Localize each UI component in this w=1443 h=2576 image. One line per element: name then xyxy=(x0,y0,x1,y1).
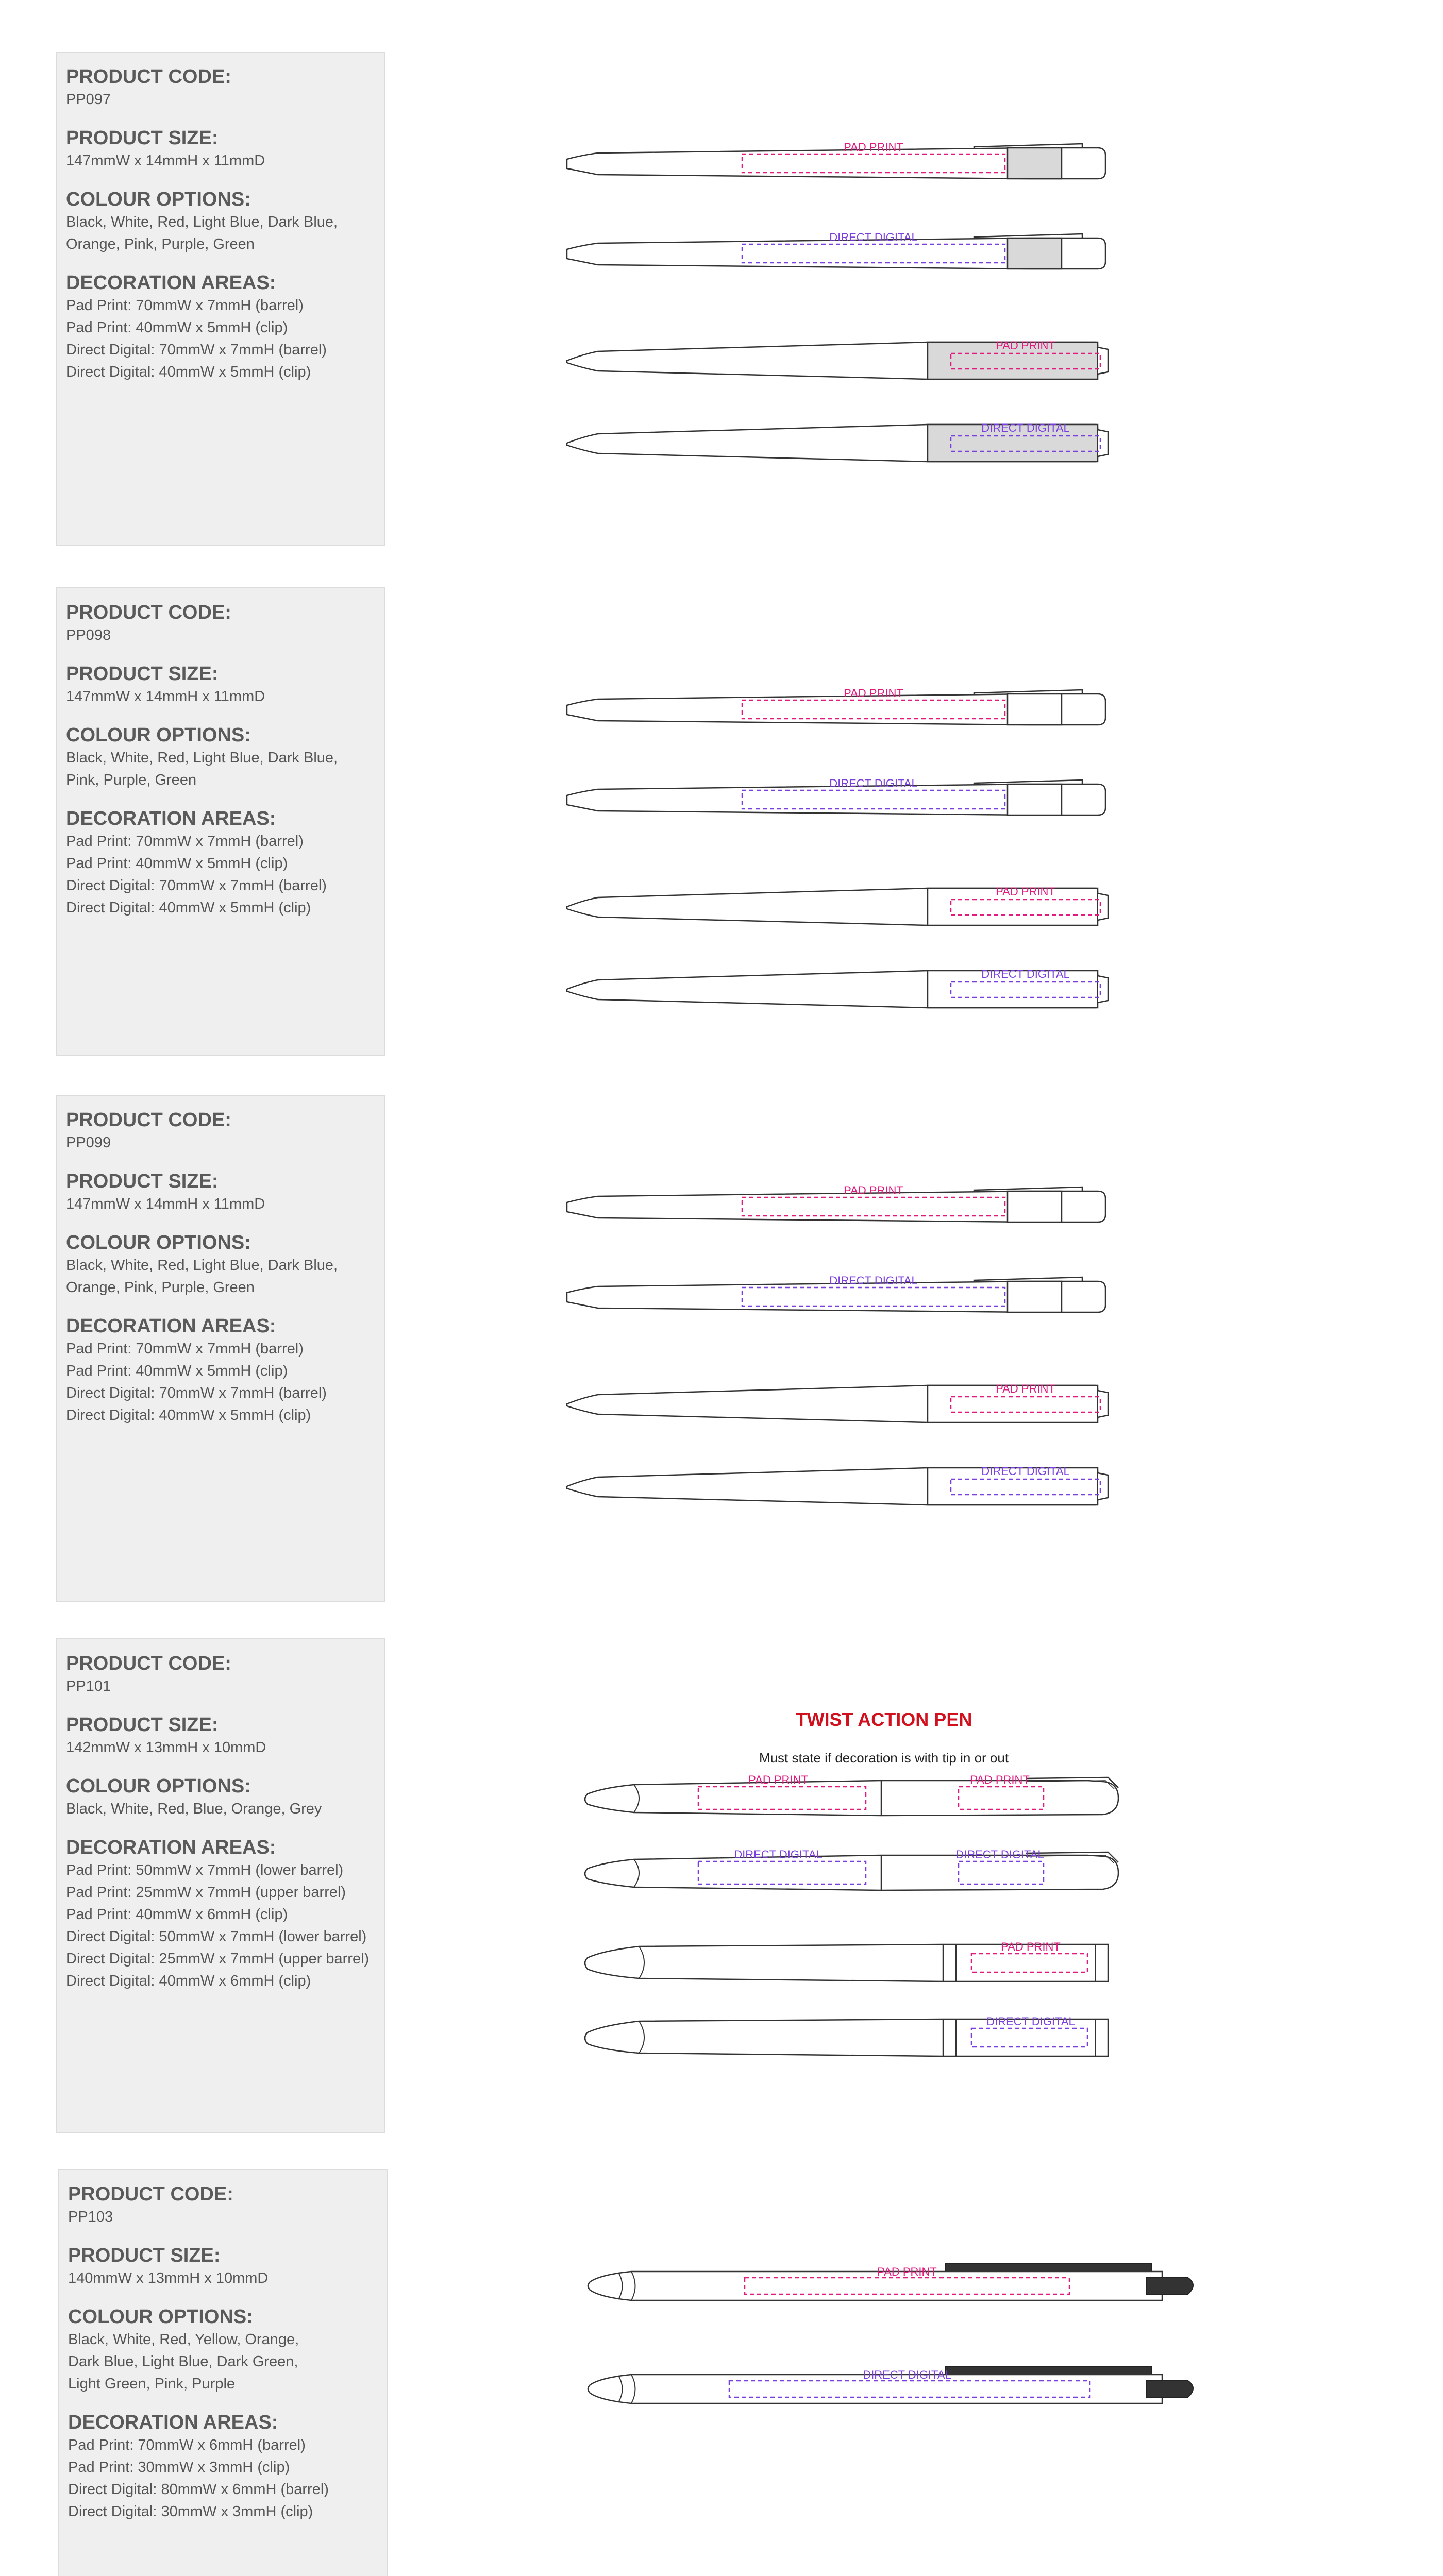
pad-print-label: PAD PRINT xyxy=(844,1184,903,1197)
colour-options-line: Dark Blue, Light Blue, Dark Green, xyxy=(68,2353,298,2370)
product-size-heading: PRODUCT SIZE: xyxy=(66,1714,219,1736)
pen-diagram xyxy=(536,2169,1268,2576)
product-info-panel xyxy=(56,1638,385,2133)
product-size-value: 142mmW x 13mmH x 10mmD xyxy=(66,1739,266,1756)
product-section xyxy=(0,2169,1443,2576)
pad-print-label: PAD PRINT xyxy=(844,141,903,154)
decoration-area-line: Direct Digital: 40mmW x 5mmH (clip) xyxy=(66,900,311,916)
direct-digital-label: DIRECT DIGITAL xyxy=(829,777,918,790)
decoration-area-line: Pad Print: 25mmW x 7mmH (upper barrel) xyxy=(66,1884,346,1901)
decoration-area-line: Direct Digital: 50mmW x 7mmH (lower barrel) xyxy=(66,1928,367,1945)
pad-print-label: PAD PRINT xyxy=(877,2265,937,2278)
pen-diagram xyxy=(536,52,1268,546)
pen-illustration xyxy=(536,2169,1268,2576)
colour-options-line: Black, White, Red, Light Blue, Dark Blue, xyxy=(66,214,338,230)
colour-options-heading: COLOUR OPTIONS: xyxy=(68,2306,253,2328)
colour-options-line: Black, White, Red, Light Blue, Dark Blue, xyxy=(66,1257,338,1274)
product-size-heading: PRODUCT SIZE: xyxy=(66,663,219,685)
colour-options-line: Orange, Pink, Purple, Green xyxy=(66,1279,255,1296)
direct-digital-label: DIRECT DIGITAL xyxy=(955,1848,1044,1861)
product-code-heading: PRODUCT CODE: xyxy=(66,1109,231,1131)
decoration-areas-heading: DECORATION AREAS: xyxy=(66,272,276,294)
product-code-value: PP103 xyxy=(68,2209,113,2225)
colour-options-line: Light Green, Pink, Purple xyxy=(68,2376,236,2392)
direct-digital-label: DIRECT DIGITAL xyxy=(734,1848,823,1861)
colour-options-heading: COLOUR OPTIONS: xyxy=(66,724,251,746)
colour-options-line: Pink, Purple, Green xyxy=(66,772,197,788)
product-size-heading: PRODUCT SIZE: xyxy=(66,1171,219,1192)
twist-action-title: TWIST ACTION PEN xyxy=(795,1709,972,1730)
pen-illustration xyxy=(536,587,1268,1056)
pen-side-view xyxy=(567,690,1105,725)
colour-options-heading: COLOUR OPTIONS: xyxy=(66,1775,251,1797)
product-code-value: PP098 xyxy=(66,627,111,643)
decoration-areas-heading: DECORATION AREAS: xyxy=(68,2412,278,2433)
decoration-area-line: Pad Print: 40mmW x 5mmH (clip) xyxy=(66,319,288,336)
decoration-areas-heading: DECORATION AREAS: xyxy=(66,808,276,829)
product-section xyxy=(0,1095,1443,1602)
decoration-areas-heading: DECORATION AREAS: xyxy=(66,1315,276,1337)
product-code-value: PP099 xyxy=(66,1134,111,1151)
decoration-area-line: Direct Digital: 40mmW x 5mmH (clip) xyxy=(66,364,311,380)
product-size-heading: PRODUCT SIZE: xyxy=(68,2245,221,2266)
pen-side-view xyxy=(567,144,1105,179)
decoration-area-line: Pad Print: 40mmW x 5mmH (clip) xyxy=(66,1363,288,1379)
colour-options-heading: COLOUR OPTIONS: xyxy=(66,1232,251,1253)
pad-print-label: PAD PRINT xyxy=(996,339,1055,352)
product-section xyxy=(0,52,1443,546)
decoration-area-line: Direct Digital: 70mmW x 7mmH (barrel) xyxy=(66,1385,327,1401)
decoration-area-line: Direct Digital: 25mmW x 7mmH (upper barrel) xyxy=(66,1951,370,1967)
decoration-area-line: Direct Digital: 70mmW x 7mmH (barrel) xyxy=(66,342,327,358)
colour-options-line: Orange, Pink, Purple, Green xyxy=(66,236,255,252)
product-info-panel xyxy=(56,587,385,1056)
product-code-value: PP101 xyxy=(66,1678,111,1694)
product-section xyxy=(0,1638,1443,2133)
product-info-text xyxy=(66,1108,379,1427)
pad-print-label: PAD PRINT xyxy=(996,885,1055,898)
decoration-area-line: Pad Print: 70mmW x 7mmH (barrel) xyxy=(66,1341,304,1357)
twist-action-heading xyxy=(518,1690,1250,1780)
product-info-text xyxy=(68,2182,381,2523)
decoration-areas-heading: DECORATION AREAS: xyxy=(66,1837,276,1858)
product-size-value: 147mmW x 14mmH x 11mmD xyxy=(66,688,265,705)
pen-diagram xyxy=(536,1095,1268,1602)
product-size-value: 147mmW x 14mmH x 11mmD xyxy=(66,1196,265,1212)
decoration-area-line: Pad Print: 40mmW x 6mmH (clip) xyxy=(66,1906,288,1923)
product-code-heading: PRODUCT CODE: xyxy=(66,1653,231,1674)
direct-digital-label: DIRECT DIGITAL xyxy=(829,1274,918,1287)
pen-illustration xyxy=(536,52,1268,546)
colour-options-line: Black, White, Red, Yellow, Orange, xyxy=(68,2331,299,2348)
decoration-area-line: Direct Digital: 30mmW x 3mmH (clip) xyxy=(68,2503,313,2520)
decoration-area-line: Pad Print: 70mmW x 7mmH (barrel) xyxy=(66,297,304,314)
colour-options-heading: COLOUR OPTIONS: xyxy=(66,189,251,210)
product-section xyxy=(0,587,1443,1056)
colour-options-line: Black, White, Red, Blue, Orange, Grey xyxy=(66,1801,322,1817)
twist-action-note: Must state if decoration is with tip in or out xyxy=(759,1750,1009,1766)
decoration-area-line: Pad Print: 70mmW x 6mmH (barrel) xyxy=(68,2437,306,2453)
decoration-area-line: Direct Digital: 70mmW x 7mmH (barrel) xyxy=(66,877,327,894)
pen-diagram xyxy=(536,587,1268,1056)
product-info-panel xyxy=(56,1095,385,1602)
product-info-text xyxy=(66,65,379,383)
product-info-panel xyxy=(56,52,385,546)
decoration-area-line: Pad Print: 70mmW x 7mmH (barrel) xyxy=(66,833,304,850)
pad-print-label: PAD PRINT xyxy=(970,1773,1030,1786)
product-info-text xyxy=(66,601,379,919)
direct-digital-label: DIRECT DIGITAL xyxy=(986,2015,1075,2028)
product-info-panel xyxy=(58,2169,388,2576)
product-code-heading: PRODUCT CODE: xyxy=(68,2183,233,2205)
pen-side-view xyxy=(567,1187,1105,1222)
decoration-area-line: Direct Digital: 80mmW x 6mmH (barrel) xyxy=(68,2481,329,2498)
product-code-value: PP097 xyxy=(66,91,111,108)
direct-digital-label: DIRECT DIGITAL xyxy=(981,421,1070,434)
direct-digital-label: DIRECT DIGITAL xyxy=(981,1465,1070,1478)
colour-options-line: Black, White, Red, Light Blue, Dark Blue, xyxy=(66,750,338,766)
direct-digital-label: DIRECT DIGITAL xyxy=(863,2368,951,2381)
decoration-area-line: Direct Digital: 40mmW x 6mmH (clip) xyxy=(66,1973,311,1989)
product-size-heading: PRODUCT SIZE: xyxy=(66,127,219,149)
pen-diagram xyxy=(536,1638,1268,2133)
direct-digital-label: DIRECT DIGITAL xyxy=(829,231,918,244)
product-code-heading: PRODUCT CODE: xyxy=(66,602,231,623)
product-size-value: 140mmW x 13mmH x 10mmD xyxy=(68,2270,269,2286)
pad-print-label: PAD PRINT xyxy=(1001,1940,1061,1953)
pen-illustration xyxy=(536,1095,1268,1602)
pad-print-label: PAD PRINT xyxy=(996,1382,1055,1395)
direct-digital-label: DIRECT DIGITAL xyxy=(981,968,1070,980)
decoration-area-line: Pad Print: 50mmW x 7mmH (lower barrel) xyxy=(66,1862,344,1878)
product-code-heading: PRODUCT CODE: xyxy=(66,66,231,88)
decoration-area-line: Pad Print: 30mmW x 3mmH (clip) xyxy=(68,2459,290,2476)
decoration-area-line: Pad Print: 40mmW x 5mmH (clip) xyxy=(66,855,288,872)
product-info-text xyxy=(66,1652,379,1992)
product-size-value: 147mmW x 14mmH x 11mmD xyxy=(66,152,265,169)
pad-print-label: PAD PRINT xyxy=(844,687,903,700)
pad-print-label: PAD PRINT xyxy=(748,1773,808,1786)
decoration-area-line: Direct Digital: 40mmW x 5mmH (clip) xyxy=(66,1407,311,1423)
